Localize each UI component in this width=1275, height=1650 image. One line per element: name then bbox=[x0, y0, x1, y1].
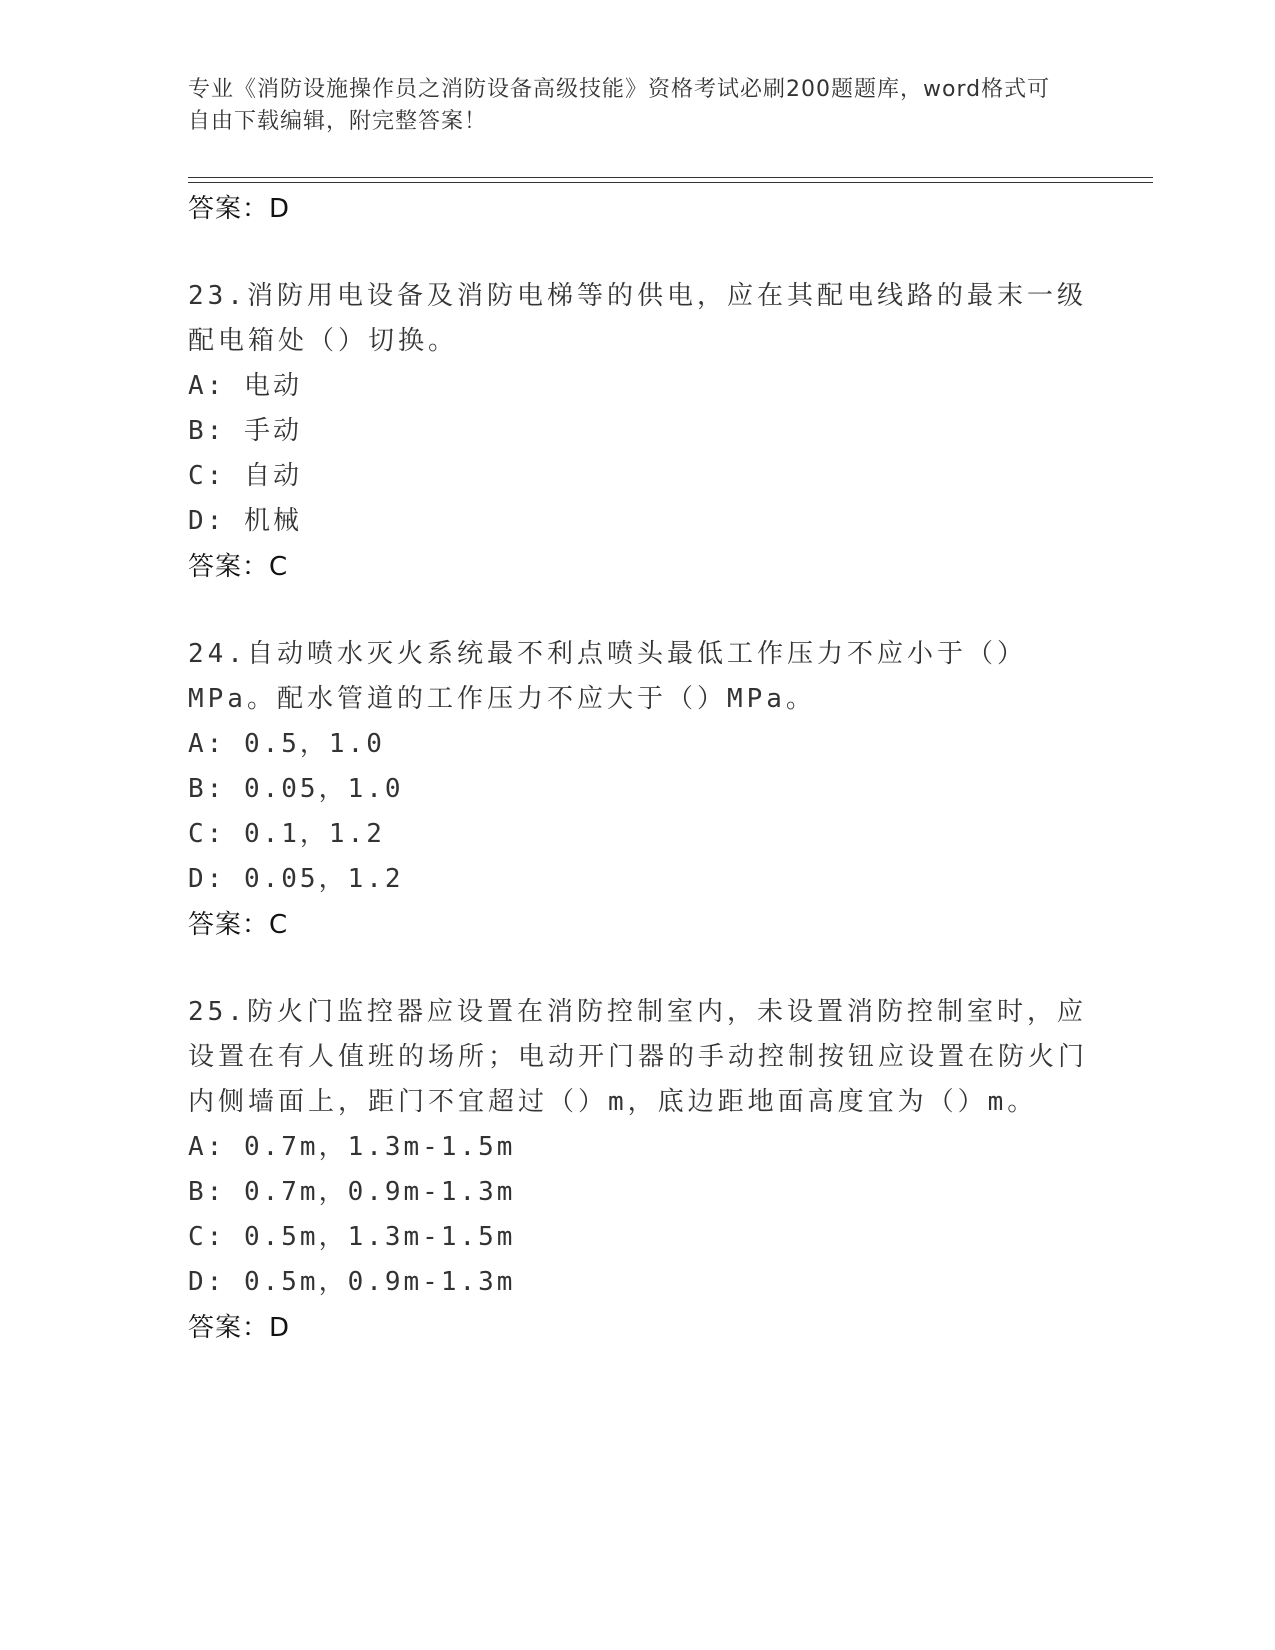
option-c: C: 自动 bbox=[188, 461, 302, 491]
question-answer: 答案：D bbox=[188, 1313, 291, 1343]
option-a: A: 0.7m，1.3m-1.5m bbox=[188, 1132, 516, 1162]
question-23 bbox=[188, 274, 1088, 590]
option-a: A: 0.5，1.0 bbox=[188, 729, 385, 759]
option-c: C: 0.5m，1.3m-1.5m bbox=[188, 1222, 516, 1252]
option-d: D: 0.5m，0.9m-1.3m bbox=[188, 1267, 516, 1297]
option-b: B: 0.7m，0.9m-1.3m bbox=[188, 1177, 516, 1207]
question-stem: 24.自动喷水灭火系统最不利点喷头最低工作压力不应小于（）MPa。配水管道的工作压力不应大于（）MPa。 bbox=[188, 639, 1027, 714]
option-c: C: 0.1，1.2 bbox=[188, 819, 385, 849]
question-answer: 答案：C bbox=[188, 910, 289, 940]
question-stem: 25.防火门监控器应设置在消防控制室内，未设置消防控制室时，应设置在有人值班的场所；电动开门器的手动控制按钮应设置在防火门内侧墙面上，距门不宜超过（）m，底边距地面高度宜为（）m。 bbox=[188, 997, 1089, 1117]
header-divider-bottom bbox=[188, 182, 1153, 183]
option-d: D: 0.05，1.2 bbox=[188, 864, 404, 894]
question-answer: 答案：C bbox=[188, 552, 289, 582]
option-a: A: 电动 bbox=[188, 371, 302, 401]
option-b: B: 0.05，1.0 bbox=[188, 774, 404, 804]
option-d: D: 机械 bbox=[188, 506, 302, 536]
option-b: B: 手动 bbox=[188, 416, 302, 446]
document-header: 专业《消防设施操作员之消防设备高级技能》资格考试必刷200题题库，word格式可自由下载编辑，附完整答案！ bbox=[188, 77, 1051, 134]
question-24 bbox=[188, 632, 1088, 948]
header-divider-top bbox=[188, 177, 1153, 178]
question-list bbox=[188, 186, 1088, 1351]
question-stem: 23.消防用电设备及消防电梯等的供电，应在其配电线路的最末一级配电箱处（）切换。 bbox=[188, 281, 1087, 356]
previous-answer: 答案：D bbox=[188, 194, 291, 224]
question-25 bbox=[188, 990, 1088, 1351]
